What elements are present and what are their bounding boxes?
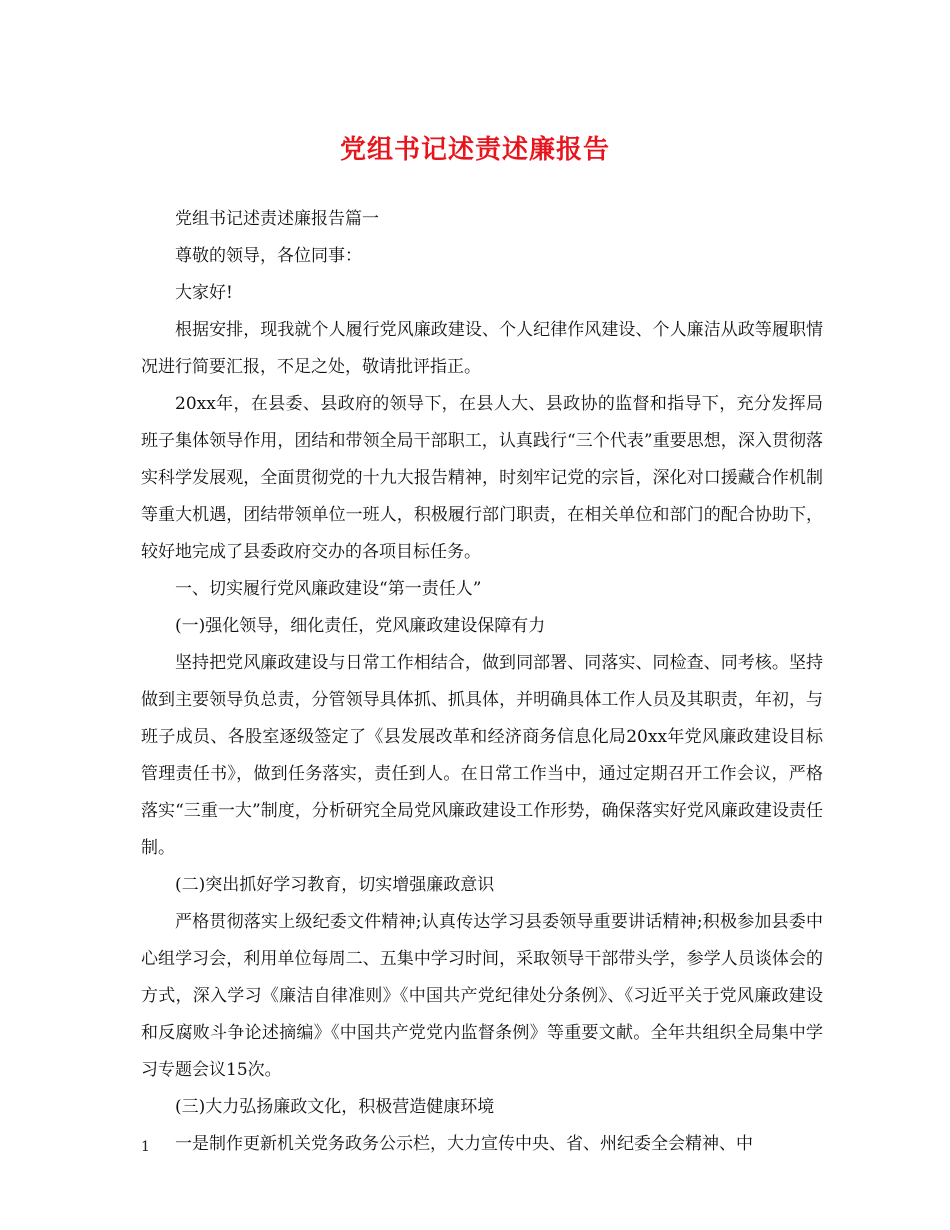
subsection-heading: (三)大力弘扬廉政文化，积极营造健康环境 xyxy=(175,1097,495,1117)
paragraph: 大家好! xyxy=(175,283,233,303)
paragraph: 一是制作更新机关党务政务公示栏，大力宣传中央、省、州纪委全会精神、中 xyxy=(175,1134,753,1154)
paragraph: 党组书记述责述廉报告篇一 xyxy=(175,209,379,229)
document-body xyxy=(141,201,823,1163)
paragraph: 尊敬的领导，各位同事： xyxy=(175,246,362,266)
section-heading: 一、切实履行党风廉政建设“第一责任人” xyxy=(175,579,482,599)
document-title: 党组书记述责述廉报告 xyxy=(339,135,610,165)
subsection-heading: (二)突出抓好学习教育，切实增强廉政意识 xyxy=(175,875,495,895)
subsection-heading: (一)强化领导，细化责任，党风廉政建设保障有力 xyxy=(175,616,546,636)
paragraph: 根据安排，现我就个人履行党风廉政建设、个人纪律作风建设、个人廉洁从政等履职情况进行简要汇报，不足之处，敬请批评指正。 xyxy=(141,320,823,377)
paragraph: 20xx年，在县委、县政府的领导下，在县人大、县政协的监督和指导下，充分发挥局班子集体领导作用，团结和带领全局干部职工，认真践行“三个代表”重要思想，深入贯彻落实科学发展观，全面贯彻党的十九大报告精神，时刻牢记党的宗旨，深化对口援藏合作机制等重大机遇，团结带领单位一班人，积极履行部门职责，在相关单位和部门的配合协助下，较好地完成了县委政府交办的各项目标任务。 xyxy=(141,394,823,562)
paragraph: 严格贯彻落实上级纪委文件精神;认真传达学习县委领导重要讲话精神;积极参加县委中心组学习会，利用单位每周二、五集中学习时间，采取领导干部带头学，参学人员谈体会的方式，深入学习《廉洁自律准则》《中国共产党纪律处分条例》、《习近平关于党风廉政建设和反腐败斗争论述摘编》《中国共产党党内监督条例》等重要文献。全年共组织全局集中学习专题会议15次。 xyxy=(141,912,823,1080)
page-number: 1 xyxy=(141,1139,150,1155)
paragraph: 坚持把党风廉政建设与日常工作相结合，做到同部署、同落实、同检查、同考核。坚持做到主要领导负总责，分管领导具体抓、抓具体，并明确具体工作人员及其职责，年初，与班子成员、各股室逐级签定了《县发展改革和经济商务信息化局20xx年党风廉政建设目标管理责任书》，做到任务落实，责任到人。在日常工作当中，通过定期召开工作会议，严格落实“三重一大”制度，分析研究全局党风廉政建设工作形势，确保落实好党风廉政建设责任制。 xyxy=(141,653,823,858)
